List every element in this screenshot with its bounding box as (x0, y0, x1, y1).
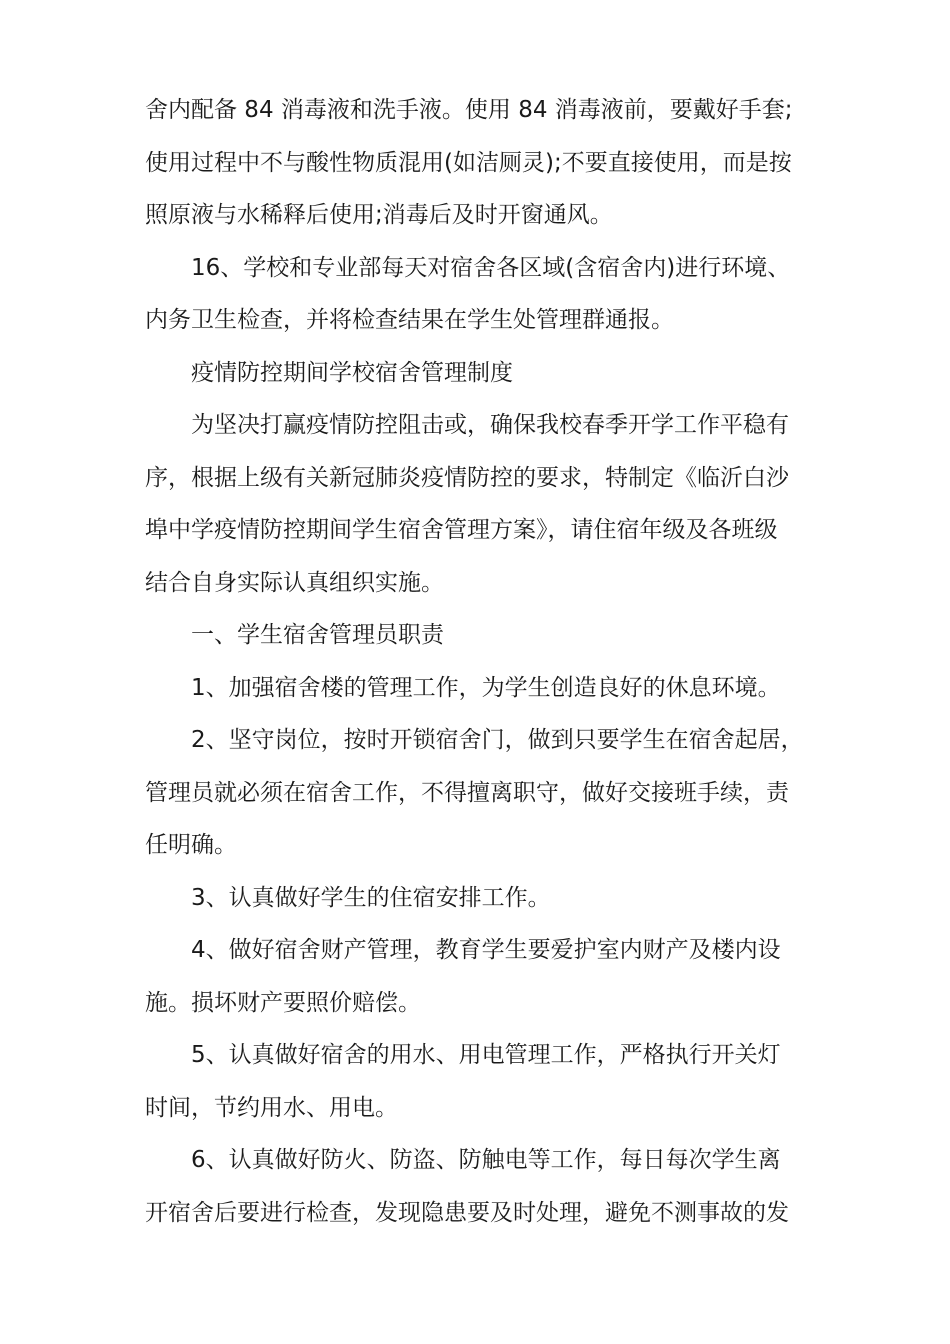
section-heading-1: 一、学生宿舍管理员职责 (145, 622, 444, 648)
paragraph-intro: 为坚决打赢疫情防控阻击或，确保我校春季开学工作平稳有 序，根据上级有关新冠肺炎疫情防控的要求，特制定《临沂白沙 埠中学疫情防控期间学生宿舍管理方案》，请住宿年级及各班级 结合自身实际认真组织实施。 (145, 412, 789, 596)
paragraph-item-3: 3、认真做好学生的住宿安排工作。 (145, 884, 551, 911)
section-title: 疫情防控期间学校宿舍管理制度 (145, 359, 513, 386)
document-body (145, 84, 817, 1239)
paragraph-item-5: 5、认真做好宿舍的用水、用电管理工作，严格执行开关灯 时间，节约用水、用电。 (145, 1042, 781, 1121)
paragraph-disinfectant: 舍内配备 84 消毒液和洗手液。使用 84 消毒液前，要戴好手套; 使用过程中不与酸性物质混用(如洁厕灵);不要直接使用，而是按 照原液与水稀释后使用;消毒后及时开窗通风。 (145, 97, 793, 228)
paragraph-item-6: 6、认真做好防火、防盗、防触电等工作，每日每次学生离 开宿舍后要进行检查，发现隐患要及时处理，避免不测事故的发 (145, 1147, 789, 1226)
paragraph-item-2: 2、坚守岗位，按时开锁宿舍门，做到只要学生在宿舍起居， 管理员就必须在宿舍工作，不得擅离职守，做好交接班手续，责 任明确。 (145, 727, 804, 858)
paragraph-item-16: 16、学校和专业部每天对宿舍各区域(含宿舍内)进行环境、 内务卫生检查，并将检查结果在学生处管理群通报。 (145, 254, 791, 333)
paragraph-item-1: 1、加强宿舍楼的管理工作，为学生创造良好的休息环境。 (145, 674, 781, 701)
paragraph-item-4: 4、做好宿舍财产管理，教育学生要爱护室内财产及楼内设 施。损坏财产要照价赔偿。 (145, 937, 781, 1016)
